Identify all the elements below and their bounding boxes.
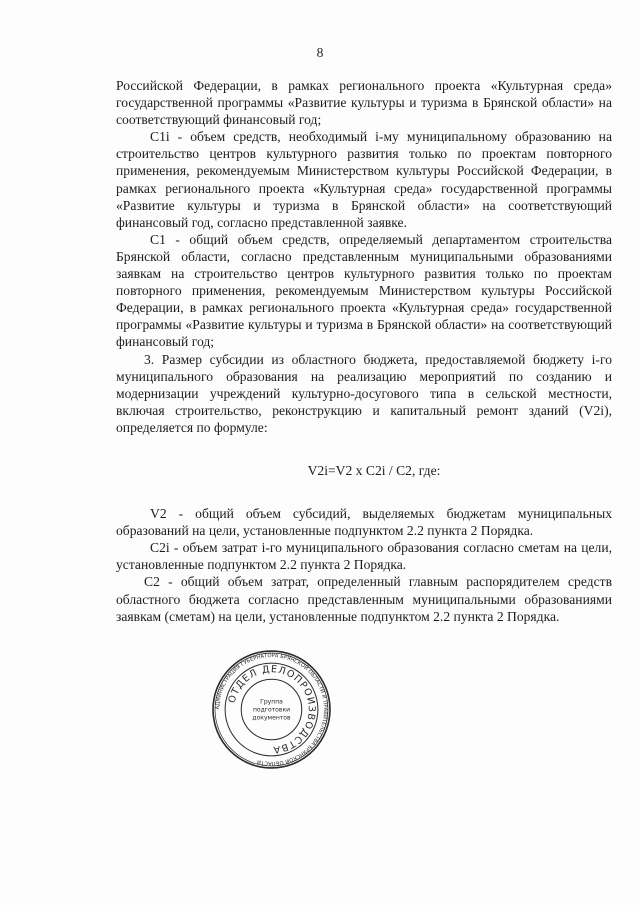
definition-v2: V2 - общий объем субсидий, выделяемых бюджетам муниципальных образований на цели, установленные подпунктом 2.2 пункта 2 Порядка. [116, 506, 612, 539]
paragraph-item-3: 3. Размер субсидии из областного бюджета, предоставляемой бюджету i-го муниципального образования на реализацию мероприятий по созданию и модернизации учреждений культурно-досугового типа в сельской местности, включая строительство, реконструкцию и капитальный ремонт зданий (V2i), определяется по формуле: [116, 351, 612, 435]
page-number: 8 [316, 45, 324, 60]
stamp-center [252, 698, 291, 721]
definition-c2: C2 - общий объем затрат, определенный главным распорядителем средств областного бюджета согласно представленным муниципальными образованиями заявкам (сметам) на цели, установленные подпунктом 2.2 пункта 2 Порядка. [116, 574, 612, 624]
formula: V2i=V2 x C2i / C2, где: [307, 462, 441, 478]
stamp-middle-text: ОТДЕЛ ДЕЛОПРОИЗВОДСТВА [226, 664, 317, 755]
stamp-center-line-1: Группа [260, 698, 283, 706]
office-stamp [211, 649, 332, 770]
paragraph-c1: C1 - общий объем средств, определяемый департаментом строительства Брянской области, согласно представленным муниципальными образованиями заявкам на строительство центров культурного развития только по проектам повторного применения, рекомендуемым Министерством культуры Российской Федерации, в рамках регионального проекта «Культурная среда» государственной программы «Развитие культуры и туризма в Брянской области» на соответствующий финансовый год; [116, 231, 612, 350]
stamp-center-line-2: подготовки [252, 706, 291, 714]
definition-c2i: C2i - объем затрат i-го муниципального образования согласно сметам на цели, установленные подпунктом 2.2 пункта 2 Порядка. [116, 540, 612, 573]
stamp-outer-text: АДМИНИСТРАЦИЯ ГУБЕРНАТОРА БРЯНСКОЙ ОБЛАСТИ И ПРАВИТЕЛЬСТВА БРЯНСКОЙ ОБЛАСТИ [215, 653, 328, 766]
paragraph-continuation: Российской Федерации, в рамках регионального проекта «Культурная среда» государственной программы «Развитие культуры и туризма в Брянской области» на соответствующий финансовый год; [116, 78, 612, 128]
stamp-center-line-3: документов [252, 714, 291, 722]
paragraph-c1i: C1i - объем средств, необходимый i-му муниципальному образованию на строительство центров культурного развития только по проектам повторного применения, рекомендуемым Министерством культуры Российской Федерации, в рамках регионального проекта «Культурная среда» государственной программы «Развитие культуры и туризма в Брянской области» на соответствующий финансовый год, согласно представленной заявке. [116, 129, 612, 230]
document-body [116, 77, 612, 625]
